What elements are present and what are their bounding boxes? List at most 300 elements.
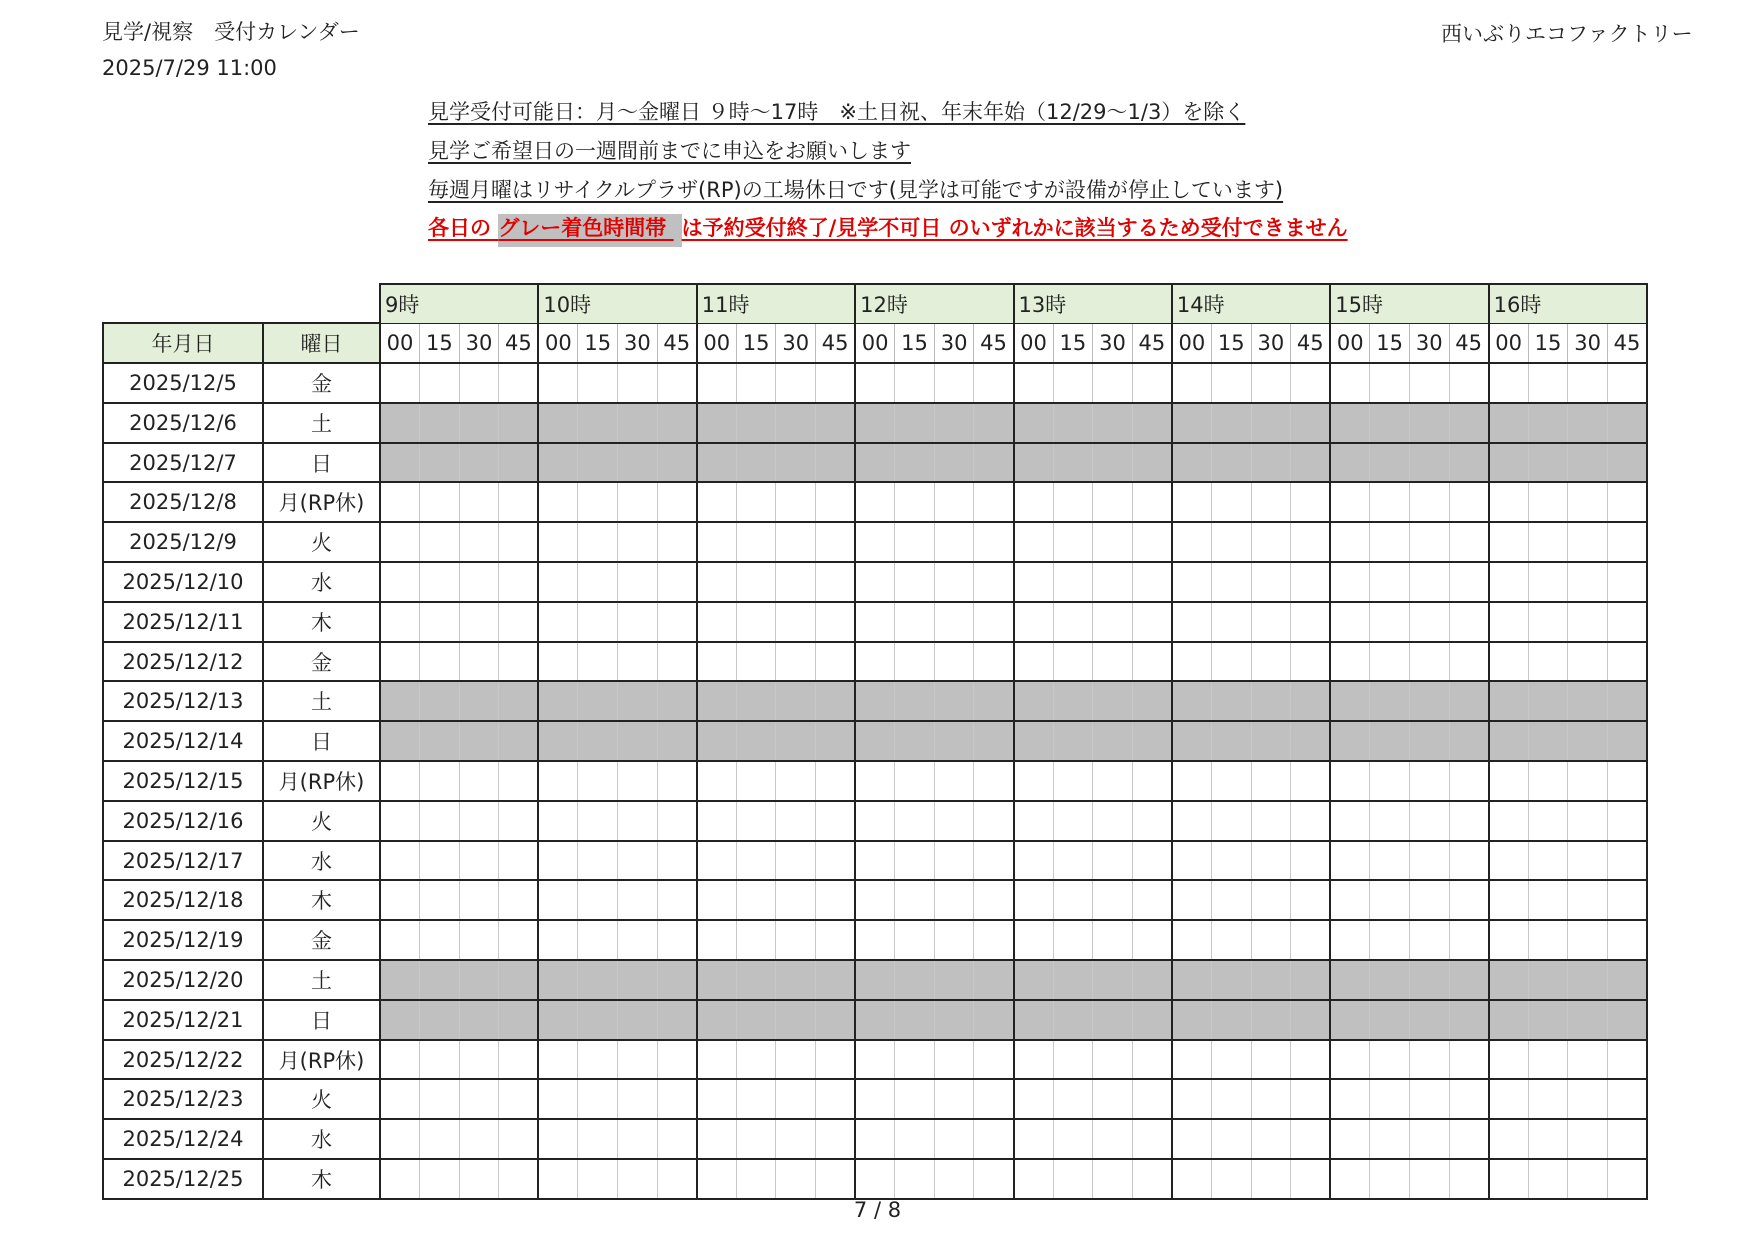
time-slot[interactable] <box>1251 522 1291 562</box>
time-slot[interactable] <box>420 602 460 642</box>
time-slot[interactable] <box>420 642 460 682</box>
time-slot[interactable] <box>1528 363 1568 403</box>
time-slot[interactable] <box>1251 642 1291 682</box>
time-slot[interactable] <box>1409 602 1449 642</box>
time-slot[interactable] <box>736 522 776 562</box>
time-slot[interactable] <box>855 562 895 602</box>
time-slot[interactable] <box>1607 522 1647 562</box>
time-slot[interactable] <box>1607 1040 1647 1080</box>
time-slot[interactable] <box>459 642 499 682</box>
time-slot[interactable] <box>1528 801 1568 841</box>
time-slot[interactable] <box>1014 1040 1054 1080</box>
time-slot[interactable] <box>1132 1159 1172 1199</box>
time-slot[interactable] <box>1370 801 1410 841</box>
time-slot[interactable] <box>1132 920 1172 960</box>
time-slot[interactable] <box>1568 1159 1608 1199</box>
time-slot[interactable] <box>420 920 460 960</box>
time-slot[interactable] <box>1291 801 1331 841</box>
time-slot[interactable] <box>1172 801 1212 841</box>
time-slot[interactable] <box>974 1159 1014 1199</box>
time-slot[interactable] <box>855 602 895 642</box>
time-slot[interactable] <box>1132 642 1172 682</box>
time-slot[interactable] <box>895 1079 935 1119</box>
time-slot[interactable] <box>1409 880 1449 920</box>
time-slot[interactable] <box>1014 642 1054 682</box>
time-slot[interactable] <box>1132 880 1172 920</box>
time-slot[interactable] <box>1053 562 1093 602</box>
time-slot[interactable] <box>816 1079 856 1119</box>
time-slot[interactable] <box>1053 602 1093 642</box>
time-slot[interactable] <box>618 761 658 801</box>
time-slot[interactable] <box>776 1159 816 1199</box>
time-slot[interactable] <box>1409 1159 1449 1199</box>
time-slot[interactable] <box>895 482 935 522</box>
time-slot[interactable] <box>1330 1040 1370 1080</box>
time-slot[interactable] <box>855 1119 895 1159</box>
time-slot[interactable] <box>974 562 1014 602</box>
time-slot[interactable] <box>1330 522 1370 562</box>
time-slot[interactable] <box>1330 1079 1370 1119</box>
time-slot[interactable] <box>538 642 578 682</box>
time-slot[interactable] <box>1489 1119 1529 1159</box>
time-slot[interactable] <box>538 920 578 960</box>
time-slot[interactable] <box>974 642 1014 682</box>
time-slot[interactable] <box>1251 363 1291 403</box>
time-slot[interactable] <box>816 642 856 682</box>
time-slot[interactable] <box>816 801 856 841</box>
time-slot[interactable] <box>1528 1079 1568 1119</box>
time-slot[interactable] <box>934 1119 974 1159</box>
time-slot[interactable] <box>420 1119 460 1159</box>
time-slot[interactable] <box>776 522 816 562</box>
time-slot[interactable] <box>578 522 618 562</box>
time-slot[interactable] <box>1014 482 1054 522</box>
time-slot[interactable] <box>657 363 697 403</box>
time-slot[interactable] <box>1449 562 1489 602</box>
time-slot[interactable] <box>776 1079 816 1119</box>
time-slot[interactable] <box>657 1119 697 1159</box>
time-slot[interactable] <box>578 1040 618 1080</box>
time-slot[interactable] <box>1291 1079 1331 1119</box>
time-slot[interactable] <box>895 880 935 920</box>
time-slot[interactable] <box>538 1040 578 1080</box>
time-slot[interactable] <box>816 562 856 602</box>
time-slot[interactable] <box>578 801 618 841</box>
time-slot[interactable] <box>1489 920 1529 960</box>
time-slot[interactable] <box>380 761 420 801</box>
time-slot[interactable] <box>736 1159 776 1199</box>
time-slot[interactable] <box>1370 363 1410 403</box>
time-slot[interactable] <box>1370 1119 1410 1159</box>
time-slot[interactable] <box>1568 880 1608 920</box>
time-slot[interactable] <box>1251 801 1291 841</box>
time-slot[interactable] <box>697 761 737 801</box>
time-slot[interactable] <box>499 1159 539 1199</box>
time-slot[interactable] <box>1251 562 1291 602</box>
time-slot[interactable] <box>1370 562 1410 602</box>
time-slot[interactable] <box>1489 562 1529 602</box>
time-slot[interactable] <box>1291 642 1331 682</box>
time-slot[interactable] <box>1251 841 1291 881</box>
time-slot[interactable] <box>816 1159 856 1199</box>
time-slot[interactable] <box>776 761 816 801</box>
time-slot[interactable] <box>1607 761 1647 801</box>
time-slot[interactable] <box>459 363 499 403</box>
time-slot[interactable] <box>1370 482 1410 522</box>
time-slot[interactable] <box>1093 920 1133 960</box>
time-slot[interactable] <box>895 841 935 881</box>
time-slot[interactable] <box>974 880 1014 920</box>
time-slot[interactable] <box>697 363 737 403</box>
time-slot[interactable] <box>776 1119 816 1159</box>
time-slot[interactable] <box>934 602 974 642</box>
time-slot[interactable] <box>1449 1119 1489 1159</box>
time-slot[interactable] <box>895 761 935 801</box>
time-slot[interactable] <box>1211 841 1251 881</box>
time-slot[interactable] <box>380 522 420 562</box>
time-slot[interactable] <box>1093 841 1133 881</box>
time-slot[interactable] <box>1053 841 1093 881</box>
time-slot[interactable] <box>499 363 539 403</box>
time-slot[interactable] <box>1370 920 1410 960</box>
time-slot[interactable] <box>1449 920 1489 960</box>
time-slot[interactable] <box>934 1079 974 1119</box>
time-slot[interactable] <box>736 880 776 920</box>
time-slot[interactable] <box>1607 482 1647 522</box>
time-slot[interactable] <box>1291 522 1331 562</box>
time-slot[interactable] <box>1132 363 1172 403</box>
time-slot[interactable] <box>618 642 658 682</box>
time-slot[interactable] <box>1330 761 1370 801</box>
time-slot[interactable] <box>1132 1040 1172 1080</box>
time-slot[interactable] <box>934 801 974 841</box>
time-slot[interactable] <box>1251 1159 1291 1199</box>
time-slot[interactable] <box>1607 1079 1647 1119</box>
time-slot[interactable] <box>1211 642 1251 682</box>
time-slot[interactable] <box>1172 522 1212 562</box>
time-slot[interactable] <box>1093 1079 1133 1119</box>
time-slot[interactable] <box>618 1040 658 1080</box>
time-slot[interactable] <box>1568 363 1608 403</box>
time-slot[interactable] <box>1449 1040 1489 1080</box>
time-slot[interactable] <box>1409 841 1449 881</box>
time-slot[interactable] <box>1528 522 1568 562</box>
time-slot[interactable] <box>657 801 697 841</box>
time-slot[interactable] <box>538 363 578 403</box>
time-slot[interactable] <box>934 363 974 403</box>
time-slot[interactable] <box>499 1040 539 1080</box>
time-slot[interactable] <box>974 1040 1014 1080</box>
time-slot[interactable] <box>736 841 776 881</box>
time-slot[interactable] <box>816 522 856 562</box>
time-slot[interactable] <box>1132 602 1172 642</box>
time-slot[interactable] <box>1291 1159 1331 1199</box>
time-slot[interactable] <box>1014 801 1054 841</box>
time-slot[interactable] <box>1568 562 1608 602</box>
time-slot[interactable] <box>538 522 578 562</box>
time-slot[interactable] <box>578 920 618 960</box>
time-slot[interactable] <box>1449 841 1489 881</box>
time-slot[interactable] <box>578 880 618 920</box>
time-slot[interactable] <box>895 1119 935 1159</box>
time-slot[interactable] <box>855 1040 895 1080</box>
time-slot[interactable] <box>1014 562 1054 602</box>
time-slot[interactable] <box>1132 1119 1172 1159</box>
time-slot[interactable] <box>974 920 1014 960</box>
time-slot[interactable] <box>538 602 578 642</box>
time-slot[interactable] <box>697 482 737 522</box>
time-slot[interactable] <box>1014 1079 1054 1119</box>
time-slot[interactable] <box>1370 642 1410 682</box>
time-slot[interactable] <box>499 920 539 960</box>
time-slot[interactable] <box>1607 880 1647 920</box>
time-slot[interactable] <box>776 801 816 841</box>
time-slot[interactable] <box>459 522 499 562</box>
time-slot[interactable] <box>974 363 1014 403</box>
time-slot[interactable] <box>499 642 539 682</box>
time-slot[interactable] <box>1093 522 1133 562</box>
time-slot[interactable] <box>1014 880 1054 920</box>
time-slot[interactable] <box>697 841 737 881</box>
time-slot[interactable] <box>1607 801 1647 841</box>
time-slot[interactable] <box>1489 801 1529 841</box>
time-slot[interactable] <box>420 562 460 602</box>
time-slot[interactable] <box>855 363 895 403</box>
time-slot[interactable] <box>657 1079 697 1119</box>
time-slot[interactable] <box>1172 841 1212 881</box>
time-slot[interactable] <box>1489 522 1529 562</box>
time-slot[interactable] <box>657 880 697 920</box>
time-slot[interactable] <box>1528 761 1568 801</box>
time-slot[interactable] <box>420 880 460 920</box>
time-slot[interactable] <box>895 920 935 960</box>
time-slot[interactable] <box>1172 1040 1212 1080</box>
time-slot[interactable] <box>1449 801 1489 841</box>
time-slot[interactable] <box>1330 482 1370 522</box>
time-slot[interactable] <box>1132 482 1172 522</box>
time-slot[interactable] <box>1607 1159 1647 1199</box>
time-slot[interactable] <box>618 1079 658 1119</box>
time-slot[interactable] <box>1409 522 1449 562</box>
time-slot[interactable] <box>1568 920 1608 960</box>
time-slot[interactable] <box>1014 522 1054 562</box>
time-slot[interactable] <box>776 841 816 881</box>
time-slot[interactable] <box>697 1159 737 1199</box>
time-slot[interactable] <box>380 801 420 841</box>
time-slot[interactable] <box>578 841 618 881</box>
time-slot[interactable] <box>1409 562 1449 602</box>
time-slot[interactable] <box>420 1159 460 1199</box>
time-slot[interactable] <box>499 1079 539 1119</box>
time-slot[interactable] <box>1370 841 1410 881</box>
time-slot[interactable] <box>1330 841 1370 881</box>
time-slot[interactable] <box>420 1040 460 1080</box>
time-slot[interactable] <box>1449 761 1489 801</box>
time-slot[interactable] <box>420 363 460 403</box>
time-slot[interactable] <box>776 642 816 682</box>
time-slot[interactable] <box>974 1079 1014 1119</box>
time-slot[interactable] <box>657 522 697 562</box>
time-slot[interactable] <box>816 920 856 960</box>
time-slot[interactable] <box>1330 801 1370 841</box>
time-slot[interactable] <box>1568 642 1608 682</box>
time-slot[interactable] <box>538 801 578 841</box>
time-slot[interactable] <box>1568 841 1608 881</box>
time-slot[interactable] <box>697 880 737 920</box>
time-slot[interactable] <box>380 880 420 920</box>
time-slot[interactable] <box>618 602 658 642</box>
time-slot[interactable] <box>776 602 816 642</box>
time-slot[interactable] <box>459 880 499 920</box>
time-slot[interactable] <box>1409 642 1449 682</box>
time-slot[interactable] <box>1053 801 1093 841</box>
time-slot[interactable] <box>1489 482 1529 522</box>
time-slot[interactable] <box>816 1119 856 1159</box>
time-slot[interactable] <box>1093 1119 1133 1159</box>
time-slot[interactable] <box>1370 602 1410 642</box>
time-slot[interactable] <box>1053 880 1093 920</box>
time-slot[interactable] <box>380 1079 420 1119</box>
time-slot[interactable] <box>420 841 460 881</box>
time-slot[interactable] <box>1211 1079 1251 1119</box>
time-slot[interactable] <box>934 1040 974 1080</box>
time-slot[interactable] <box>1093 602 1133 642</box>
time-slot[interactable] <box>1172 880 1212 920</box>
time-slot[interactable] <box>1449 482 1489 522</box>
time-slot[interactable] <box>1014 761 1054 801</box>
time-slot[interactable] <box>1132 522 1172 562</box>
time-slot[interactable] <box>578 761 618 801</box>
time-slot[interactable] <box>1607 920 1647 960</box>
time-slot[interactable] <box>1093 1159 1133 1199</box>
time-slot[interactable] <box>538 562 578 602</box>
time-slot[interactable] <box>1449 880 1489 920</box>
time-slot[interactable] <box>1291 602 1331 642</box>
time-slot[interactable] <box>776 920 816 960</box>
time-slot[interactable] <box>1370 761 1410 801</box>
time-slot[interactable] <box>1014 1119 1054 1159</box>
time-slot[interactable] <box>1528 482 1568 522</box>
time-slot[interactable] <box>895 642 935 682</box>
time-slot[interactable] <box>697 1119 737 1159</box>
time-slot[interactable] <box>1449 1079 1489 1119</box>
time-slot[interactable] <box>1528 1159 1568 1199</box>
time-slot[interactable] <box>618 562 658 602</box>
time-slot[interactable] <box>855 761 895 801</box>
time-slot[interactable] <box>1172 482 1212 522</box>
time-slot[interactable] <box>934 841 974 881</box>
time-slot[interactable] <box>1014 602 1054 642</box>
time-slot[interactable] <box>578 562 618 602</box>
time-slot[interactable] <box>1291 363 1331 403</box>
time-slot[interactable] <box>1330 602 1370 642</box>
time-slot[interactable] <box>697 920 737 960</box>
time-slot[interactable] <box>895 1159 935 1199</box>
time-slot[interactable] <box>380 1040 420 1080</box>
time-slot[interactable] <box>1528 1040 1568 1080</box>
time-slot[interactable] <box>499 522 539 562</box>
time-slot[interactable] <box>1291 841 1331 881</box>
time-slot[interactable] <box>855 642 895 682</box>
time-slot[interactable] <box>1251 920 1291 960</box>
time-slot[interactable] <box>855 801 895 841</box>
time-slot[interactable] <box>1053 920 1093 960</box>
time-slot[interactable] <box>1211 880 1251 920</box>
time-slot[interactable] <box>578 363 618 403</box>
time-slot[interactable] <box>459 1079 499 1119</box>
time-slot[interactable] <box>1172 920 1212 960</box>
time-slot[interactable] <box>934 920 974 960</box>
time-slot[interactable] <box>697 602 737 642</box>
time-slot[interactable] <box>1132 562 1172 602</box>
time-slot[interactable] <box>618 880 658 920</box>
time-slot[interactable] <box>1132 761 1172 801</box>
time-slot[interactable] <box>1568 602 1608 642</box>
time-slot[interactable] <box>1132 1079 1172 1119</box>
time-slot[interactable] <box>934 761 974 801</box>
time-slot[interactable] <box>776 880 816 920</box>
time-slot[interactable] <box>736 642 776 682</box>
time-slot[interactable] <box>736 920 776 960</box>
time-slot[interactable] <box>1449 642 1489 682</box>
time-slot[interactable] <box>974 522 1014 562</box>
time-slot[interactable] <box>380 482 420 522</box>
time-slot[interactable] <box>855 841 895 881</box>
time-slot[interactable] <box>1528 642 1568 682</box>
time-slot[interactable] <box>736 562 776 602</box>
time-slot[interactable] <box>1251 1119 1291 1159</box>
time-slot[interactable] <box>1211 761 1251 801</box>
time-slot[interactable] <box>1528 562 1568 602</box>
time-slot[interactable] <box>934 482 974 522</box>
time-slot[interactable] <box>895 602 935 642</box>
time-slot[interactable] <box>1568 801 1608 841</box>
time-slot[interactable] <box>934 880 974 920</box>
time-slot[interactable] <box>1211 562 1251 602</box>
time-slot[interactable] <box>1489 761 1529 801</box>
time-slot[interactable] <box>1053 1159 1093 1199</box>
time-slot[interactable] <box>499 880 539 920</box>
time-slot[interactable] <box>1291 1119 1331 1159</box>
time-slot[interactable] <box>697 1079 737 1119</box>
time-slot[interactable] <box>974 761 1014 801</box>
time-slot[interactable] <box>736 363 776 403</box>
time-slot[interactable] <box>776 363 816 403</box>
time-slot[interactable] <box>459 761 499 801</box>
time-slot[interactable] <box>1211 920 1251 960</box>
time-slot[interactable] <box>816 363 856 403</box>
time-slot[interactable] <box>816 1040 856 1080</box>
time-slot[interactable] <box>934 562 974 602</box>
time-slot[interactable] <box>657 642 697 682</box>
time-slot[interactable] <box>1489 841 1529 881</box>
time-slot[interactable] <box>1172 562 1212 602</box>
time-slot[interactable] <box>538 1079 578 1119</box>
time-slot[interactable] <box>459 1119 499 1159</box>
time-slot[interactable] <box>578 1079 618 1119</box>
time-slot[interactable] <box>1211 482 1251 522</box>
time-slot[interactable] <box>974 482 1014 522</box>
time-slot[interactable] <box>934 522 974 562</box>
time-slot[interactable] <box>618 1159 658 1199</box>
time-slot[interactable] <box>1330 642 1370 682</box>
time-slot[interactable] <box>1211 1159 1251 1199</box>
time-slot[interactable] <box>618 522 658 562</box>
time-slot[interactable] <box>578 482 618 522</box>
time-slot[interactable] <box>1211 522 1251 562</box>
time-slot[interactable] <box>1093 880 1133 920</box>
time-slot[interactable] <box>380 1159 420 1199</box>
